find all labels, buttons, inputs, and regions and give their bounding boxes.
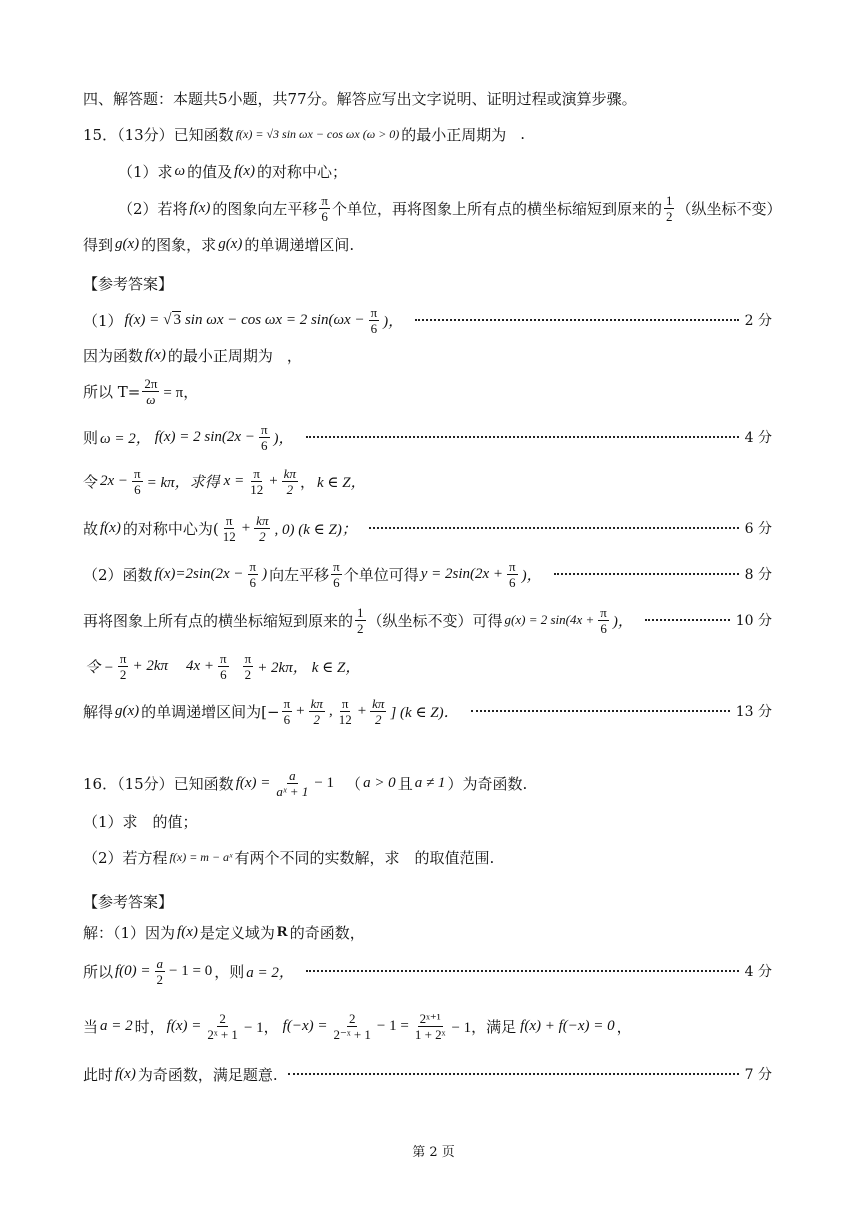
dotted-leader xyxy=(306,436,739,438)
a15-line6: 故 f(x) 的对称中心为( $\frac{\pi}{12}$ + $\frac{k\pi}{2}$ , 0) (k ∈ Z)； 6 分 xyxy=(83,512,772,544)
q15-part2-cont: 得到 g(x) 的图象，求 g(x) 的单调递增区间. xyxy=(83,235,355,254)
score: 2 分 xyxy=(744,313,772,329)
a16-line4: 此时 f(x) 为奇函数，满足题意. 7 分 xyxy=(83,1065,772,1084)
a15-line10: 解得 g(x) 的单调递增区间为[− $\frac{\pi}{6}$ + $\frac{k\pi}{2}$ , $\frac{\pi}{12}$ + $\frac{k\pi}{2}$ ] (k ∈ Z)． 13 分 xyxy=(83,695,772,727)
score: 8 分 xyxy=(744,567,772,583)
score: 10 分 xyxy=(735,613,772,629)
dotted-leader xyxy=(554,573,739,575)
score: 4 分 xyxy=(744,430,772,446)
a15-line5: 令 2x − $\frac{\pi}{6}$ = kπ，求得 x = $\frac{\pi}{12}$ + $\frac{k\pi}{2}$ ， k ∈ Z， xyxy=(83,465,366,497)
q16-part2: （2）若方程 f(x) = m − aˣ 有两个不同的实数解，求 的取值范围. xyxy=(83,848,495,867)
fraction-pi-6: $\frac{\pi}{6}$ xyxy=(321,192,328,224)
dotted-leader xyxy=(415,319,738,321)
a15-line7: （2）函数 f(x)=2sin(2x − $\frac{\pi}{6}$ ) 向左平移 $\frac{\pi}{6}$ 个单位可得 y = 2sin(2x + $\frac{\pi}{6}$ )， 8 分 xyxy=(83,558,772,590)
a15-line4: 则 ω = 2， f(x) = 2 sin(2x − $\frac{\pi}{6}$ )， 4 分 xyxy=(83,421,772,453)
q16-stem: 16．（15分）已知函数 f(x) = $\frac{a}{\text{aˣ + 1}}$ − 1 （ a > 0 且 a ≠ 1 ）为奇函数. xyxy=(83,767,528,799)
answer-label-16: 【参考答案】 xyxy=(83,892,174,911)
a15-line2: 因为函数 f(x) 的最小正周期为 ， xyxy=(83,346,302,365)
q15-stem: 15．（13分）已知函数 f(x) = √3 sin ωx − cos ωx (ω > 0) 的最小正周期为 . xyxy=(83,125,526,144)
section-title: 四、解答题：本题共5小题，共77分。解答应写出文字说明、证明过程或演算步骤。 xyxy=(83,89,637,108)
q15-part1: （1）求 ω 的值及 f(x) 的对称中心； xyxy=(118,162,347,181)
a15-line9: 令 − $\frac{\pi}{2}$ + 2kπ 4x + $\frac{\pi}{6}$ $\frac{\pi}{2}$ + 2kπ， k ∈ Z， xyxy=(85,650,361,682)
score: 4 分 xyxy=(744,964,772,980)
score: 6 分 xyxy=(744,521,772,537)
dotted-leader xyxy=(471,710,730,712)
a16-line2: 所以 f(0) = $\frac{a}{2}$ − 1 = 0 ，则 a = 2， 4 分 xyxy=(83,955,772,987)
dotted-leader xyxy=(645,619,730,621)
a15-line1: （1） f(x) = √ 3 sin ωx − cos ωx = 2 sin(ωx − $\frac{\pi}{6}$ )， 2 分 xyxy=(83,304,772,336)
q15-part2: （2）若将 f(x) 的图象向左平移 $\frac{\pi}{6}$ 个单位，再将图象上所有点的横坐标缩短到原来的 $\frac{1}{2}$ （纵坐标不变） xyxy=(118,192,782,224)
answer-label-15: 【参考答案】 xyxy=(83,274,174,293)
score: 7 分 xyxy=(744,1067,772,1083)
q16-part1: （1）求 的值； xyxy=(83,812,198,831)
dotted-leader xyxy=(306,970,739,972)
a16-line3: 当 a = 2 时， f(x) = $\frac{2}{\text{2ˣ + 1}}$ − 1， f(−x) = $\frac{2}{\text{2⁻ˣ + 1}}$ − 1 = $\frac{\text{2ˣ⁺¹}}{\text{1 + 2ˣ}}$ − 1，满足 f(x) + f(−x) = 0 ， xyxy=(83,1010,632,1042)
page-number: 第 2 页 xyxy=(412,1145,455,1160)
dotted-leader xyxy=(288,1073,739,1075)
a15-line3: 所以 T= $\frac{2\pi}{\omega}$ = π， xyxy=(83,375,199,407)
dotted-leader xyxy=(369,527,739,529)
score: 13 分 xyxy=(735,704,772,720)
a15-line8: 再将图象上所有点的横坐标缩短到原来的 $\frac{1}{2}$ （纵坐标不变）可得 g(x) = 2 sin(4x + $\frac{\pi}{6}$ )， 10 分 xyxy=(83,604,772,636)
a16-line1: 解：（1）因为 f(x) 是定义域为 R 的奇函数， xyxy=(83,923,365,942)
fraction-1-2: $\frac{1}{2}$ xyxy=(665,192,673,224)
